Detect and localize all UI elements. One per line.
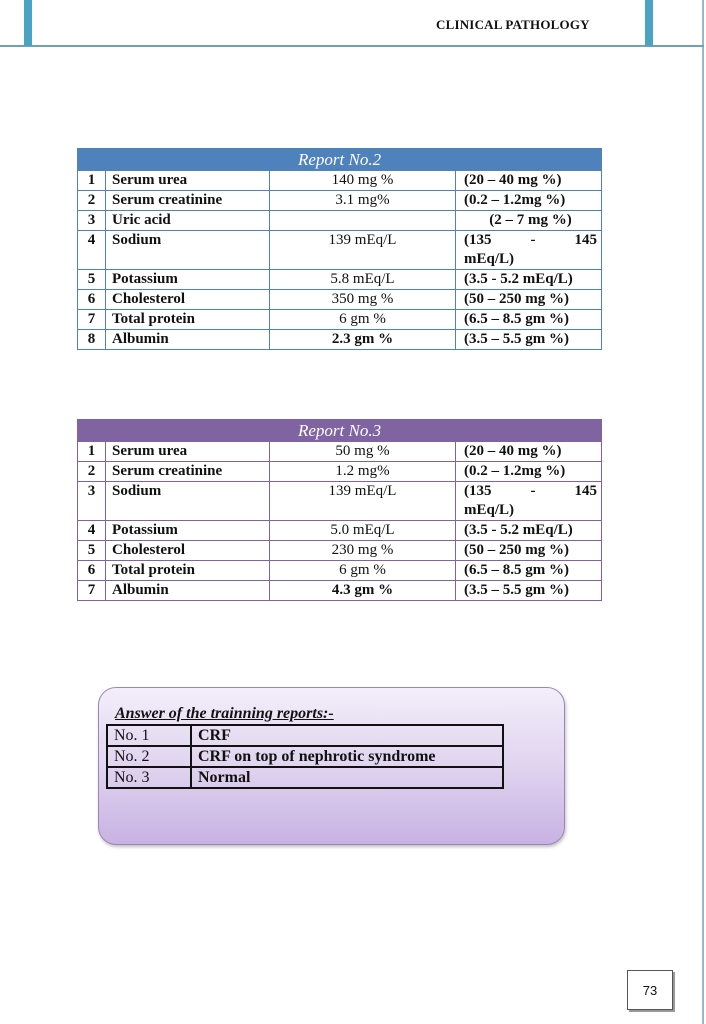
row-number: 2 (78, 462, 106, 482)
report-3-header (78, 420, 602, 442)
row-number: 4 (78, 521, 106, 541)
test-value: 2.3 gm % (270, 330, 456, 350)
ref-dash: - (530, 232, 536, 248)
header-tab-right (645, 0, 653, 46)
test-value: 230 mg % (270, 541, 456, 561)
page-number: 73 (627, 970, 673, 1010)
test-name: Potassium (106, 521, 270, 541)
test-name: Uric acid (106, 211, 270, 231)
test-value: 6 gm % (270, 310, 456, 330)
table-row (78, 231, 602, 270)
table-row (107, 767, 503, 788)
header-tab-left (24, 0, 32, 46)
answer-label: No. 1 (107, 725, 191, 746)
reference-range: (50 – 250 mg %) (456, 541, 602, 561)
table-row (78, 270, 602, 290)
row-number: 2 (78, 191, 106, 211)
test-name: Sodium (106, 231, 270, 270)
test-name: Cholesterol (106, 541, 270, 561)
row-number: 5 (78, 270, 106, 290)
test-value: 4.3 gm % (270, 581, 456, 601)
report-2-header (78, 149, 602, 171)
table-row (107, 746, 503, 767)
row-number: 6 (78, 290, 106, 310)
test-name: Total protein (106, 561, 270, 581)
test-value: 139 mEq/L (270, 231, 456, 270)
row-number: 1 (78, 171, 106, 191)
reference-range: (3.5 - 5.2 mEq/L) (456, 270, 602, 290)
answer-label: No. 2 (107, 746, 191, 767)
row-number: 7 (78, 310, 106, 330)
test-name: Albumin (106, 330, 270, 350)
report-3-title: Report No.3 (78, 420, 602, 442)
row-number: 3 (78, 211, 106, 231)
test-value: 350 mg % (270, 290, 456, 310)
header-rule (0, 45, 704, 47)
table-row (78, 171, 602, 191)
reference-range: (2 – 7 mg %) (456, 211, 602, 231)
table-row (78, 581, 602, 601)
row-number: 7 (78, 581, 106, 601)
answer-diagnosis: CRF on top of nephrotic syndrome (191, 746, 503, 767)
row-number: 8 (78, 330, 106, 350)
report-3-table (77, 419, 602, 601)
table-row (78, 521, 602, 541)
report-2-title: Report No.2 (78, 149, 602, 171)
test-value: 6 gm % (270, 561, 456, 581)
reference-range: (3.5 – 5.5 gm %) (456, 581, 602, 601)
reference-range: (6.5 – 8.5 gm %) (456, 310, 602, 330)
reference-range (456, 231, 602, 270)
page-edge-rule (702, 0, 704, 1024)
answer-diagnosis: CRF (191, 725, 503, 746)
row-number: 4 (78, 231, 106, 270)
table-row (78, 191, 602, 211)
test-name: Serum creatinine (106, 462, 270, 482)
test-value: 3.1 mg% (270, 191, 456, 211)
reference-range (456, 482, 602, 521)
reference-range: (3.5 – 5.5 gm %) (456, 330, 602, 350)
table-row (78, 462, 602, 482)
table-row (78, 211, 602, 231)
page-header-title: CLINICAL PATHOLOGY (436, 17, 590, 32)
row-number: 5 (78, 541, 106, 561)
test-value (270, 211, 456, 231)
test-name: Sodium (106, 482, 270, 521)
report-2-table (77, 148, 602, 350)
test-name: Serum creatinine (106, 191, 270, 211)
row-number: 1 (78, 442, 106, 462)
reference-range: (20 – 40 mg %) (456, 171, 602, 191)
test-value: 140 mg % (270, 171, 456, 191)
test-value: 1.2 mg% (270, 462, 456, 482)
test-name: Potassium (106, 270, 270, 290)
table-row (78, 290, 602, 310)
row-number: 3 (78, 482, 106, 521)
answer-diagnosis: Normal (191, 767, 503, 788)
table-row (78, 442, 602, 462)
table-row (78, 561, 602, 581)
answer-label: No. 3 (107, 767, 191, 788)
ref-high: 145 (574, 232, 598, 248)
ref-low: (135 (464, 232, 492, 248)
table-row (107, 725, 503, 746)
test-name: Albumin (106, 581, 270, 601)
reference-range: (3.5 - 5.2 mEq/L) (456, 521, 602, 541)
test-name: Serum urea (106, 442, 270, 462)
table-row (78, 330, 602, 350)
reference-range: (6.5 – 8.5 gm %) (456, 561, 602, 581)
reference-range: (0.2 – 1.2mg %) (456, 191, 602, 211)
reference-range: (0.2 – 1.2mg %) (456, 462, 602, 482)
test-value: 5.0 mEq/L (270, 521, 456, 541)
test-name: Serum urea (106, 171, 270, 191)
ref-dash: - (530, 483, 536, 499)
reference-range: (20 – 40 mg %) (456, 442, 602, 462)
table-row (78, 541, 602, 561)
test-name: Cholesterol (106, 290, 270, 310)
table-row (78, 482, 602, 521)
answer-title: Answer of the trainning reports:- (115, 705, 334, 722)
ref-high: 145 (574, 483, 598, 499)
test-value: 139 mEq/L (270, 482, 456, 521)
test-name: Total protein (106, 310, 270, 330)
ref-unit: mEq/L) (464, 251, 515, 267)
table-row (78, 310, 602, 330)
test-value: 50 mg % (270, 442, 456, 462)
row-number: 6 (78, 561, 106, 581)
reference-range: (50 – 250 mg %) (456, 290, 602, 310)
test-value: 5.8 mEq/L (270, 270, 456, 290)
ref-unit: mEq/L) (464, 502, 515, 518)
ref-low: (135 (464, 483, 492, 499)
answer-table (106, 724, 504, 789)
